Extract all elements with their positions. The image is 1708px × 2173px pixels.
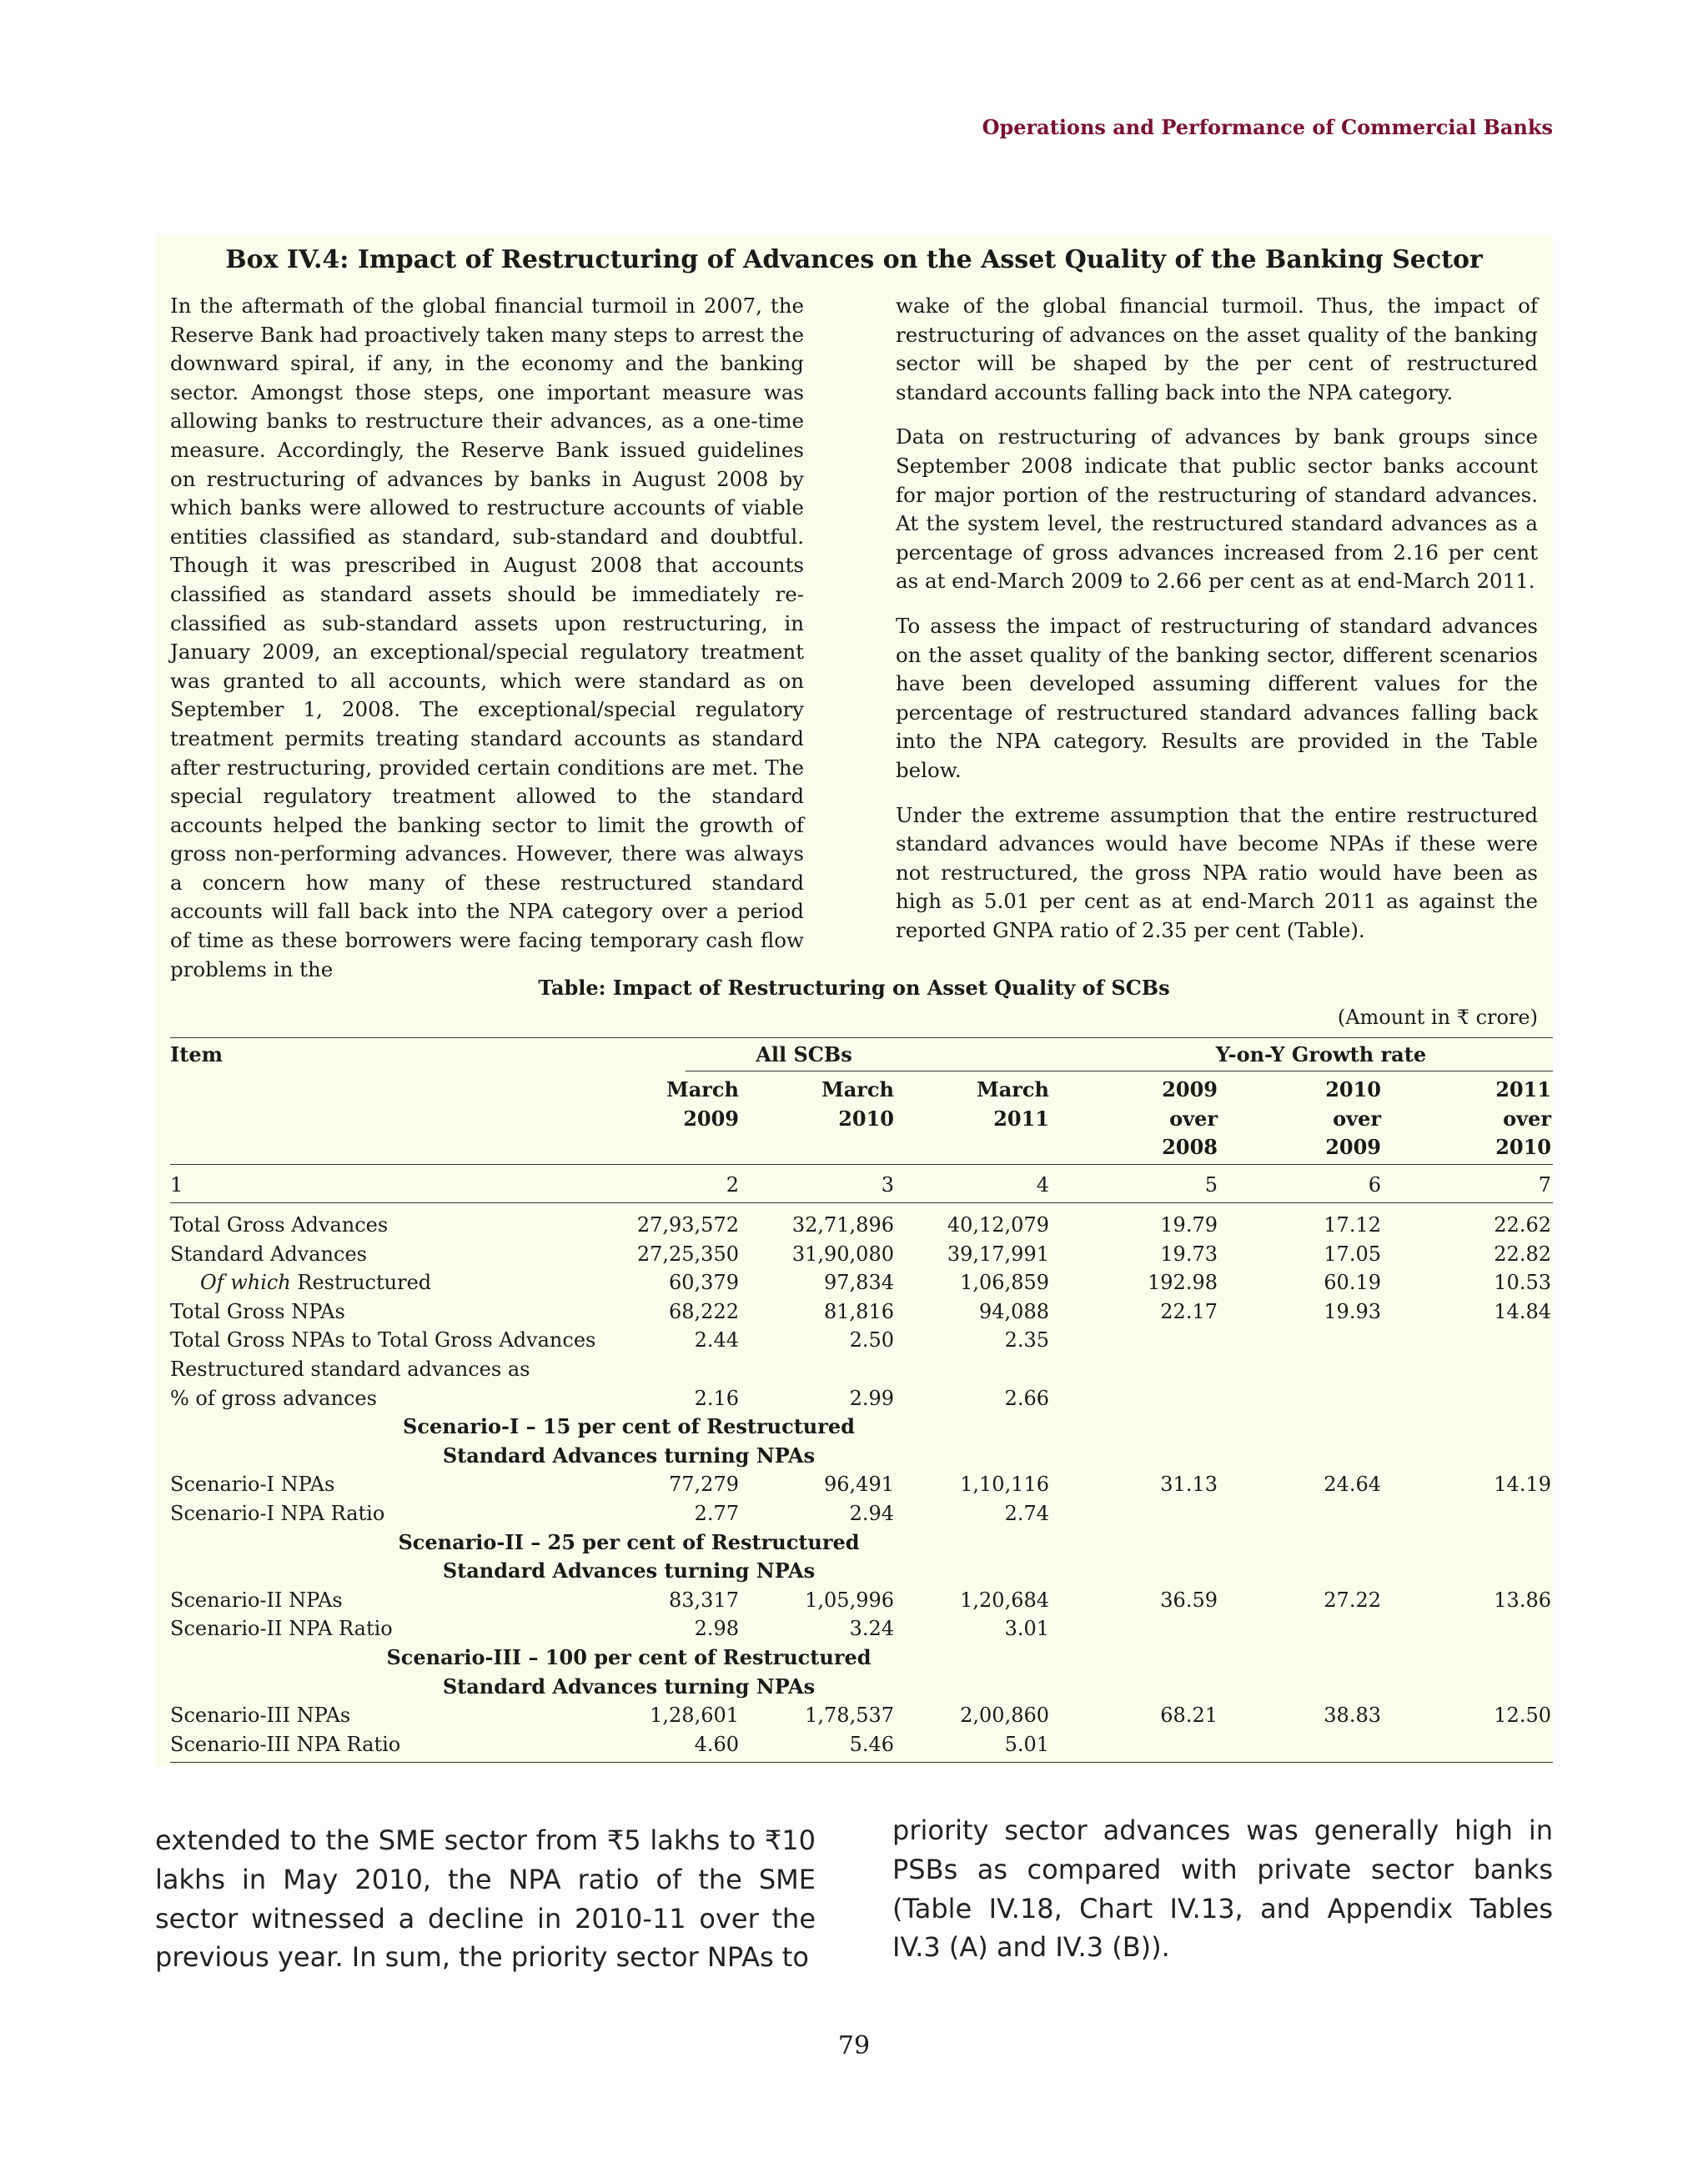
box-iv4 — [155, 235, 1553, 1766]
table-cell: 192.98 — [1148, 1271, 1218, 1295]
row-label: Total Gross Advances — [170, 1213, 389, 1237]
table-cell: 22.62 — [1494, 1213, 1551, 1237]
table-cell: 77,279 — [669, 1473, 739, 1497]
table-cell: 17.05 — [1324, 1242, 1381, 1266]
box-right-column — [896, 292, 1538, 961]
row-label: Scenario-III NPAs — [170, 1704, 351, 1728]
table-cell: 3.24 — [849, 1617, 894, 1641]
column-header: March — [821, 1077, 894, 1102]
table-cell: 2.16 — [694, 1386, 739, 1410]
table-cell: 22.17 — [1160, 1299, 1218, 1323]
table-cell: 13.86 — [1494, 1588, 1551, 1612]
column-number: 5 — [1204, 1173, 1218, 1197]
row-label: Scenario-II NPA Ratio — [170, 1617, 393, 1641]
column-header: 2010 — [1325, 1077, 1381, 1102]
table-bottom-rule — [170, 1762, 1553, 1763]
row-label: Total Gross NPAs — [170, 1299, 345, 1323]
row-label: % of gross advances — [170, 1386, 377, 1410]
table-title: Table: Impact of Restructuring on Asset Quality of SCBs — [538, 976, 1170, 1000]
table-cell: 1,10,116 — [960, 1473, 1049, 1497]
row-label: Restructured standard advances as — [170, 1357, 530, 1381]
header-rule — [170, 1164, 1553, 1165]
table-cell: 2.94 — [849, 1502, 894, 1525]
scenario-heading: Scenario-I – 15 per cent of Restructured — [403, 1414, 855, 1439]
table-cell: 5.01 — [1004, 1732, 1049, 1756]
column-header: 2009 — [1162, 1077, 1218, 1102]
table-cell: 4.60 — [694, 1732, 739, 1756]
table-cell: 19.93 — [1324, 1299, 1381, 1323]
running-header: Operations and Performance of Commercial Banks — [982, 115, 1553, 139]
table-cell: 19.79 — [1160, 1213, 1218, 1237]
table-cell: 19.73 — [1160, 1242, 1218, 1266]
column-number: 2 — [726, 1173, 739, 1197]
table-cell: 2.66 — [1004, 1386, 1049, 1410]
box-paragraph: Under the extreme assumption that the entire restructured standard advances would have become NPAs if these were not restructured, the gross NPA ratio would have been as high as 5.01 per cent as at end-March 2011 as against the reported GNPA ratio of 2.35 per cent (Table). — [896, 802, 1538, 942]
table-cell: 60.19 — [1324, 1271, 1381, 1295]
table-cell: 17.12 — [1324, 1213, 1381, 1237]
table-cell: 2.44 — [694, 1328, 739, 1352]
table-cell: 12.50 — [1494, 1704, 1551, 1728]
column-header: 2009 — [683, 1106, 739, 1131]
table-cell: 1,20,684 — [960, 1588, 1049, 1612]
column-number: 3 — [881, 1173, 894, 1197]
box-paragraph: In the aftermath of the global financial turmoil in 2007, the Reserve Bank had proactively taken many steps to arrest the downward spiral, if any, in the economy and the banking sector. Amongst those steps, one important measure was allowing banks to restructure their advances, as a one-time measure. Accordingly, the Reserve Bank issued guidelines on restructuring of advances by banks in August 2008 by which banks were allowed to restructure accounts of viable entities classified as standard, sub-standard and doubtful. Though it was prescribed in August 2008 that accounts classified as standard assets should be immediately re-classified as sub-standard assets upon restructuring, in January 2009, an exceptional/special regulatory treatment was granted to all accounts, which were standard as on September 1, 2008. The exceptional/special regulatory treatment permits treating standard accounts as standard after restructuring, provided certain conditions are met. The special regulatory treatment allowed to the standard accounts helped the banking sector to limit the growth of gross non-performing advances. However, there was always a concern how many of these restructured standard accounts will fall back into the NPA category over a period of time as these borrowers were facing temporary cash flow problems in the — [170, 294, 804, 981]
table-cell: 24.64 — [1324, 1473, 1381, 1497]
row-label: Scenario-I NPAs — [170, 1473, 335, 1497]
column-header: over — [1169, 1106, 1218, 1131]
column-header: over — [1503, 1106, 1551, 1131]
table-cell: 2.99 — [849, 1386, 894, 1410]
table-cell: 31.13 — [1160, 1473, 1218, 1497]
column-header: 2010 — [1495, 1135, 1551, 1160]
table-cell: 2.74 — [1004, 1502, 1049, 1525]
numbers-rule — [170, 1202, 1553, 1203]
column-header: over — [1333, 1106, 1381, 1131]
column-header: March — [666, 1077, 739, 1102]
table-cell: 5.46 — [849, 1732, 894, 1756]
row-label: Standard Advances — [170, 1242, 367, 1266]
column-number: 4 — [1036, 1173, 1049, 1197]
table-cell: 3.01 — [1004, 1617, 1049, 1641]
item-header: Item — [170, 1042, 223, 1066]
column-header: 2009 — [1325, 1135, 1381, 1160]
table-cell: 1,06,859 — [960, 1271, 1049, 1295]
body-right-column: priority sector advances was generally high in PSBs as compared with private sector banks (Table IV.18, Chart IV.13, and Appendix Tables IV.3 (A) and IV.3 (B)). — [892, 1814, 1553, 1964]
row-label: Scenario-I NPA Ratio — [170, 1502, 385, 1525]
table-cell: 81,816 — [824, 1299, 894, 1323]
table-cell: 39,17,991 — [947, 1242, 1049, 1266]
scenario-heading: Standard Advances turning NPAs — [442, 1443, 816, 1468]
column-header: 2011 — [993, 1106, 1049, 1131]
table-cell: 32,71,896 — [791, 1213, 894, 1237]
box-title: Box IV.4: Impact of Restructuring of Advances on the Asset Quality of the Banking Sector — [225, 245, 1483, 274]
table-cell: 27,93,572 — [636, 1213, 739, 1237]
box-paragraph: Data on restructuring of advances by bank groups since September 2008 indicate that public sector banks account for major portion of the restructuring of standard advances. At the system level, the restructured standard advances as a percentage of gross advances increased from 2.16 per cent as at end-March 2009 to 2.66 per cent as at end-March 2011. — [896, 424, 1538, 594]
table-cell: 27,25,350 — [636, 1242, 739, 1266]
scenario-heading: Scenario-II – 25 per cent of Restructured — [398, 1529, 860, 1554]
scenario-heading: Standard Advances turning NPAs — [442, 1558, 816, 1583]
table-cell: 40,12,079 — [947, 1213, 1049, 1237]
page-number: 79 — [837, 2031, 871, 2060]
table-cell: 60,379 — [669, 1271, 739, 1295]
table-cell: 1,78,537 — [805, 1704, 894, 1728]
table-top-rule — [170, 1037, 1553, 1038]
column-header: 2010 — [838, 1106, 894, 1131]
table-cell: 83,317 — [669, 1588, 739, 1612]
group-header-all-scbs: All SCBs — [756, 1042, 852, 1066]
column-header: March — [977, 1077, 1049, 1102]
table-cell: 38.83 — [1324, 1704, 1381, 1728]
column-header: 2011 — [1495, 1077, 1551, 1102]
table-cell: 2.35 — [1004, 1328, 1049, 1352]
column-number: 6 — [1368, 1173, 1381, 1197]
table-unit-note: (Amount in ₹ crore) — [1337, 1006, 1538, 1029]
box-paragraph: wake of the global financial turmoil. Thus, the impact of restructuring of advances on the asset quality of the banking sector will be shaped by the per cent of restructured standard accounts falling back into the NPA category. — [896, 294, 1538, 404]
table-cell: 68.21 — [1160, 1704, 1218, 1728]
table-cell: 31,90,080 — [791, 1242, 894, 1266]
row-label: Scenario-III NPA Ratio — [170, 1732, 401, 1756]
table-cell: 2,00,860 — [960, 1704, 1049, 1728]
scenario-heading: Standard Advances turning NPAs — [442, 1674, 816, 1699]
table-cell: 2.98 — [694, 1617, 739, 1641]
table-cell: 14.84 — [1494, 1299, 1551, 1323]
row-label-italic: Of which — [200, 1271, 291, 1295]
table-cell: 14.19 — [1494, 1473, 1551, 1497]
group-header-growth: Y-on-Y Growth rate — [1215, 1042, 1427, 1066]
table-cell: 10.53 — [1494, 1271, 1551, 1295]
row-label: Scenario-II NPAs — [170, 1588, 343, 1612]
table-cell: 2.77 — [694, 1502, 739, 1525]
row-label: Total Gross NPAs to Total Gross Advances — [170, 1328, 596, 1352]
table-cell: 97,834 — [824, 1271, 894, 1295]
table-cell: 94,088 — [979, 1299, 1049, 1323]
table-cell: 36.59 — [1160, 1588, 1218, 1612]
table-cell: 22.82 — [1494, 1242, 1551, 1266]
table-cell: 2.50 — [849, 1328, 894, 1352]
table-cell: 27.22 — [1324, 1588, 1381, 1612]
table-cell: 1,05,996 — [805, 1588, 894, 1612]
column-number: 7 — [1538, 1173, 1551, 1197]
row-label: Of which Restructured — [200, 1271, 432, 1295]
column-header: 2008 — [1162, 1135, 1218, 1160]
table-cell: 68,222 — [669, 1299, 739, 1323]
body-left-column: extended to the SME sector from ₹5 lakhs to ₹10 lakhs in May 2010, the NPA ratio of the SME sector witnessed a decline in 2010-11 over the previous year. In sum, the priority sector NPAs to — [155, 1824, 816, 1974]
column-number: 1 — [170, 1173, 183, 1197]
box-paragraph: To assess the impact of restructuring of standard advances on the asset quality of the banking sector, different scenarios have been developed assuming different values for the percentage of restructured standard advances falling back into the NPA category. Results are provided in the Table below. — [896, 613, 1538, 782]
scenario-heading: Scenario-III – 100 per cent of Restructured — [386, 1645, 872, 1669]
table-cell: 96,491 — [824, 1473, 894, 1497]
box-left-column — [170, 292, 804, 1000]
table-cell: 1,28,601 — [650, 1704, 739, 1728]
